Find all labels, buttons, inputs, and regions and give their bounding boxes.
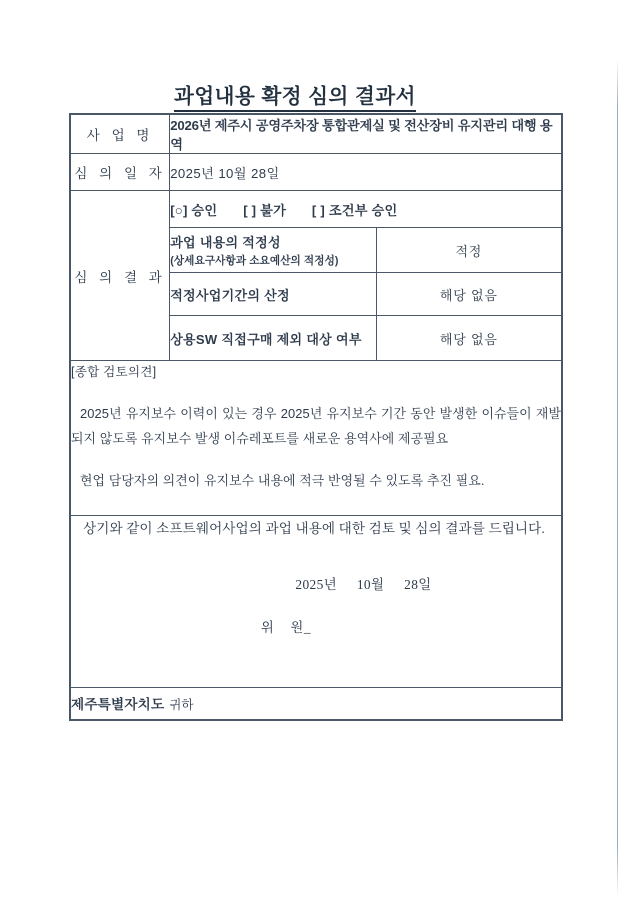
recipient-organization: 제주특별자치도 <box>71 697 165 712</box>
review-result-table <box>69 113 563 721</box>
scan-edge-line <box>617 58 618 897</box>
table-row-footer <box>71 688 562 720</box>
decision-option-approve-mark[interactable]: [○] <box>170 202 188 218</box>
decision-option-reject-label: 불가 <box>260 202 287 218</box>
label-business-name: 사 업 명 <box>71 115 170 154</box>
criterion-3-value: 해당 없음 <box>376 316 561 361</box>
value-review-date: 2025년 10월 28일 <box>170 154 562 191</box>
opinion-heading: [종합 검토의견] <box>71 365 157 379</box>
closing-date <box>71 574 561 593</box>
table-row-opinion <box>71 361 562 516</box>
signature-label-2: 원_ <box>290 620 312 635</box>
opinion-cell <box>71 361 562 516</box>
opinion-paragraph-2: 현업 담당자의 의견이 유지보수 내용에 적극 반영될 수 있도록 추진 필요. <box>80 473 485 488</box>
criterion-2-value: 해당 없음 <box>376 273 561 316</box>
closing-statement: 상기와 같이 소프트웨어사업의 과업 내용에 대한 검토 및 심의 결과를 드립니다. <box>83 521 545 536</box>
decision-option-conditional-label: 조건부 승인 <box>328 202 398 218</box>
closing-date-day: 28일 <box>404 577 432 592</box>
label-review-result: 심 의 결 과 <box>71 191 170 361</box>
criterion-1-name: 과업 내용의 적정성 <box>170 235 281 250</box>
table-row-business-name <box>71 115 562 154</box>
criterion-1-value: 적정 <box>376 228 561 273</box>
decision-option-approve-label: 승인 <box>191 202 218 218</box>
criterion-1-name-cell <box>170 228 376 273</box>
criterion-3-name: 상용SW 직접구매 제외 대상 여부 <box>170 316 376 361</box>
closing-date-month: 10월 <box>356 577 385 592</box>
signature-label: 위 <box>260 620 275 635</box>
table-row-review-date <box>71 154 562 191</box>
criterion-1-sub: (상세요구사항과 소요예산의 적정성) <box>170 255 339 267</box>
decision-options <box>170 191 562 228</box>
criterion-2-name: 적정사업기간의 산정 <box>170 273 376 316</box>
value-business-name: 2026년 제주시 공영주차장 통합관제실 및 전산장비 유지관리 대행 용역 <box>170 115 562 154</box>
signature-line <box>71 617 561 636</box>
decision-option-conditional-mark[interactable]: [ ] <box>311 202 325 218</box>
closing-cell <box>71 516 562 688</box>
page-title-text: 과업내용 확정 심의 결과서 <box>174 85 416 112</box>
closing-date-year: 2025년 <box>295 577 338 592</box>
label-review-date: 심 의 일 자 <box>71 154 170 191</box>
footer-cell <box>71 688 562 720</box>
recipient-honorific: 귀하 <box>169 698 194 712</box>
table-row-closing <box>71 516 562 688</box>
decision-option-reject-mark[interactable]: [ ] <box>243 202 257 218</box>
opinion-paragraph-1: 2025년 유지보수 이력이 있는 경우 2025년 유지보수 기간 동안 발생한 이슈들이 재발되지 않도록 유지보수 발생 이슈레포트를 새로운 용역사에 제공필요 <box>71 406 561 446</box>
table-row-decision <box>71 191 562 228</box>
page-title <box>0 79 590 109</box>
